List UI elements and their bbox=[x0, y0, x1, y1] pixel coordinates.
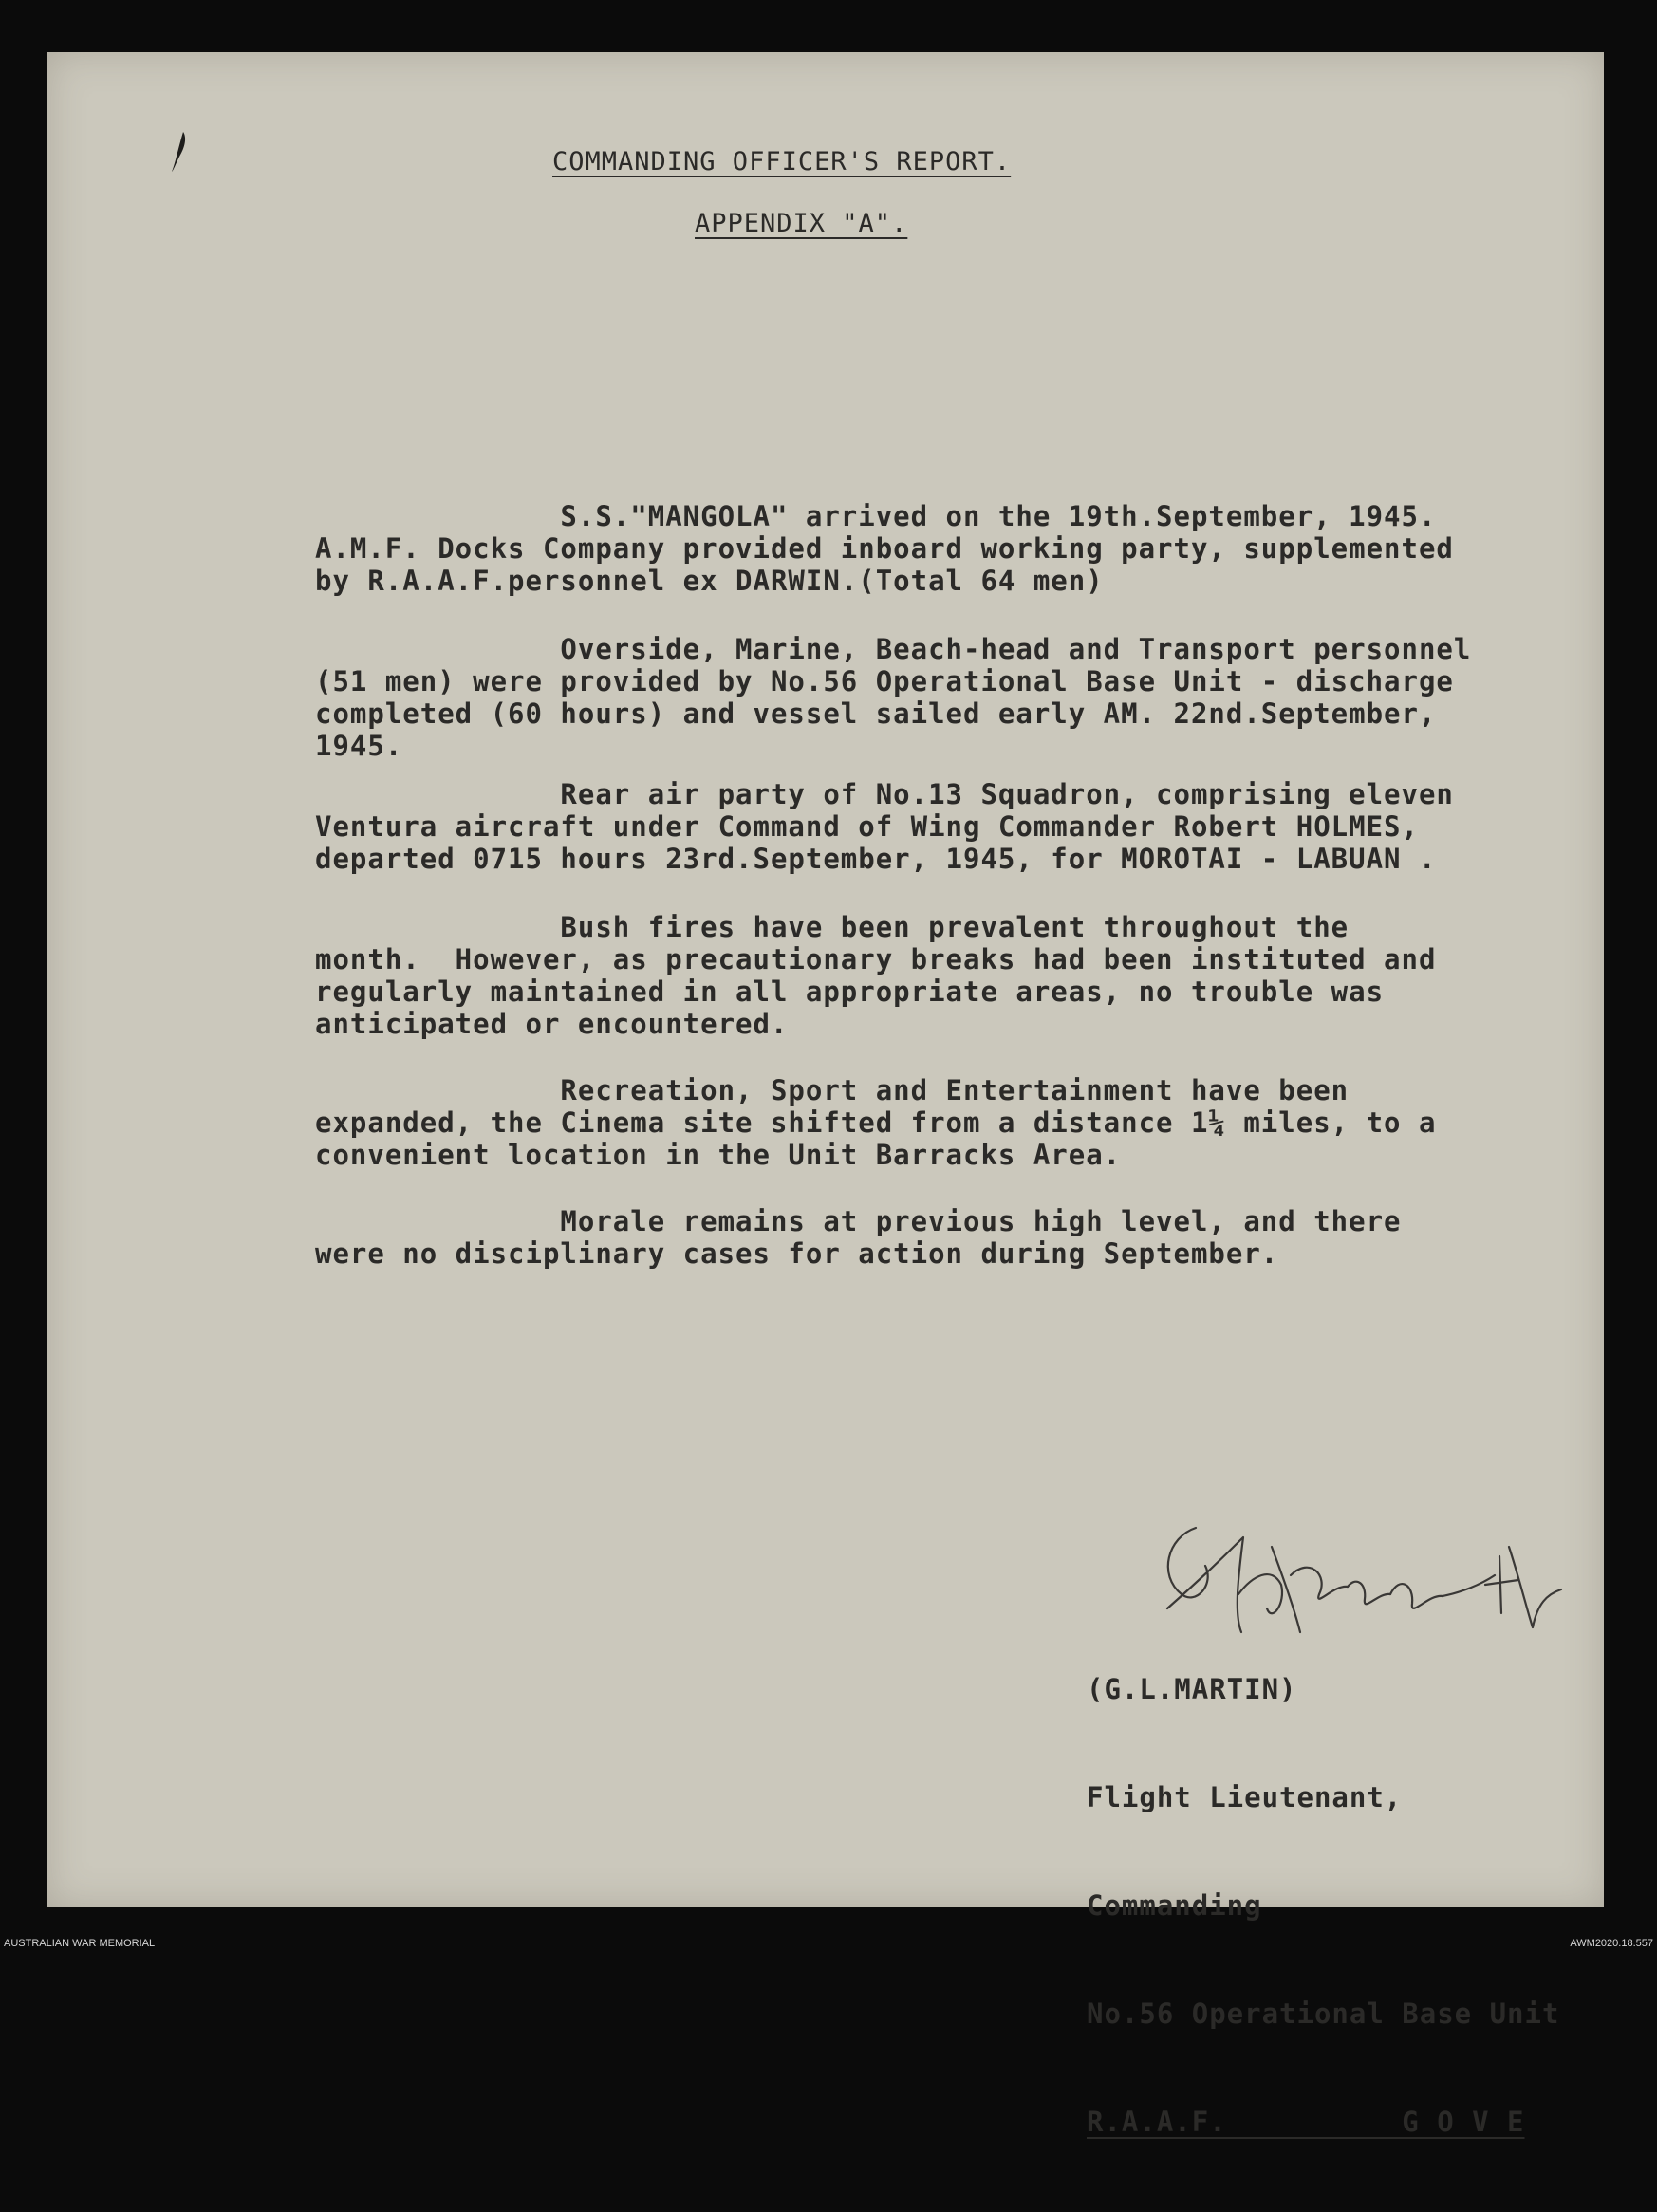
footer-accession-number: AWM2020.18.557 bbox=[1570, 1938, 1653, 1949]
paragraph-overside-personnel: Overside, Marine, Beach-head and Transport personnel (51 men) were provided by No.56 Operational Base Unit - discharge completed (60 hours) and vessel sailed early AM. 22nd.September, 1945. bbox=[315, 633, 1472, 762]
signatory-role: Commanding bbox=[1087, 1889, 1262, 1922]
signatory-location: R.A.A.F. G O V E bbox=[1087, 2106, 1525, 2138]
paragraph-morale: Morale remains at previous high level, and there were no disciplinary cases for action during September. bbox=[315, 1205, 1402, 1270]
signatory-name: (G.L.MARTIN) bbox=[1087, 1673, 1297, 1705]
paragraph-mangola-arrival: S.S."MANGOLA" arrived on the 19th.September, 1945. A.M.F. Docks Company provided inboard working party, supplemented by R.A.A.F.personnel ex DARWIN.(Total 64 men) bbox=[315, 500, 1454, 597]
report-title: COMMANDING OFFICER'S REPORT. bbox=[552, 147, 1012, 177]
paragraph-recreation: Recreation, Sport and Entertainment have been expanded, the Cinema site shifted from a distance 1¼ miles, to a convenient location in the Unit Barracks Area. bbox=[315, 1074, 1437, 1171]
signatory-rank: Flight Lieutenant, bbox=[1087, 1781, 1403, 1813]
signature-block bbox=[1087, 1599, 1559, 2212]
pen-mark-icon bbox=[166, 128, 195, 176]
paragraph-rear-air-party: Rear air party of No.13 Squadron, comprising eleven Ventura aircraft under Command of Wing Commander Robert HOLMES, departed 0715 hours 23rd.September, 1945, for MOROTAI - LABUAN . bbox=[315, 778, 1454, 875]
signatory-unit: No.56 Operational Base Unit bbox=[1087, 1998, 1560, 2030]
paragraph-bush-fires: Bush fires have been prevalent throughout the month. However, as precautionary breaks had been instituted and regularly maintained in all appropriate areas, no trouble was anticipated or encountered. bbox=[315, 911, 1437, 1040]
appendix-heading: APPENDIX "A". bbox=[695, 209, 908, 238]
footer-archive-name: AUSTRALIAN WAR MEMORIAL bbox=[4, 1938, 156, 1949]
